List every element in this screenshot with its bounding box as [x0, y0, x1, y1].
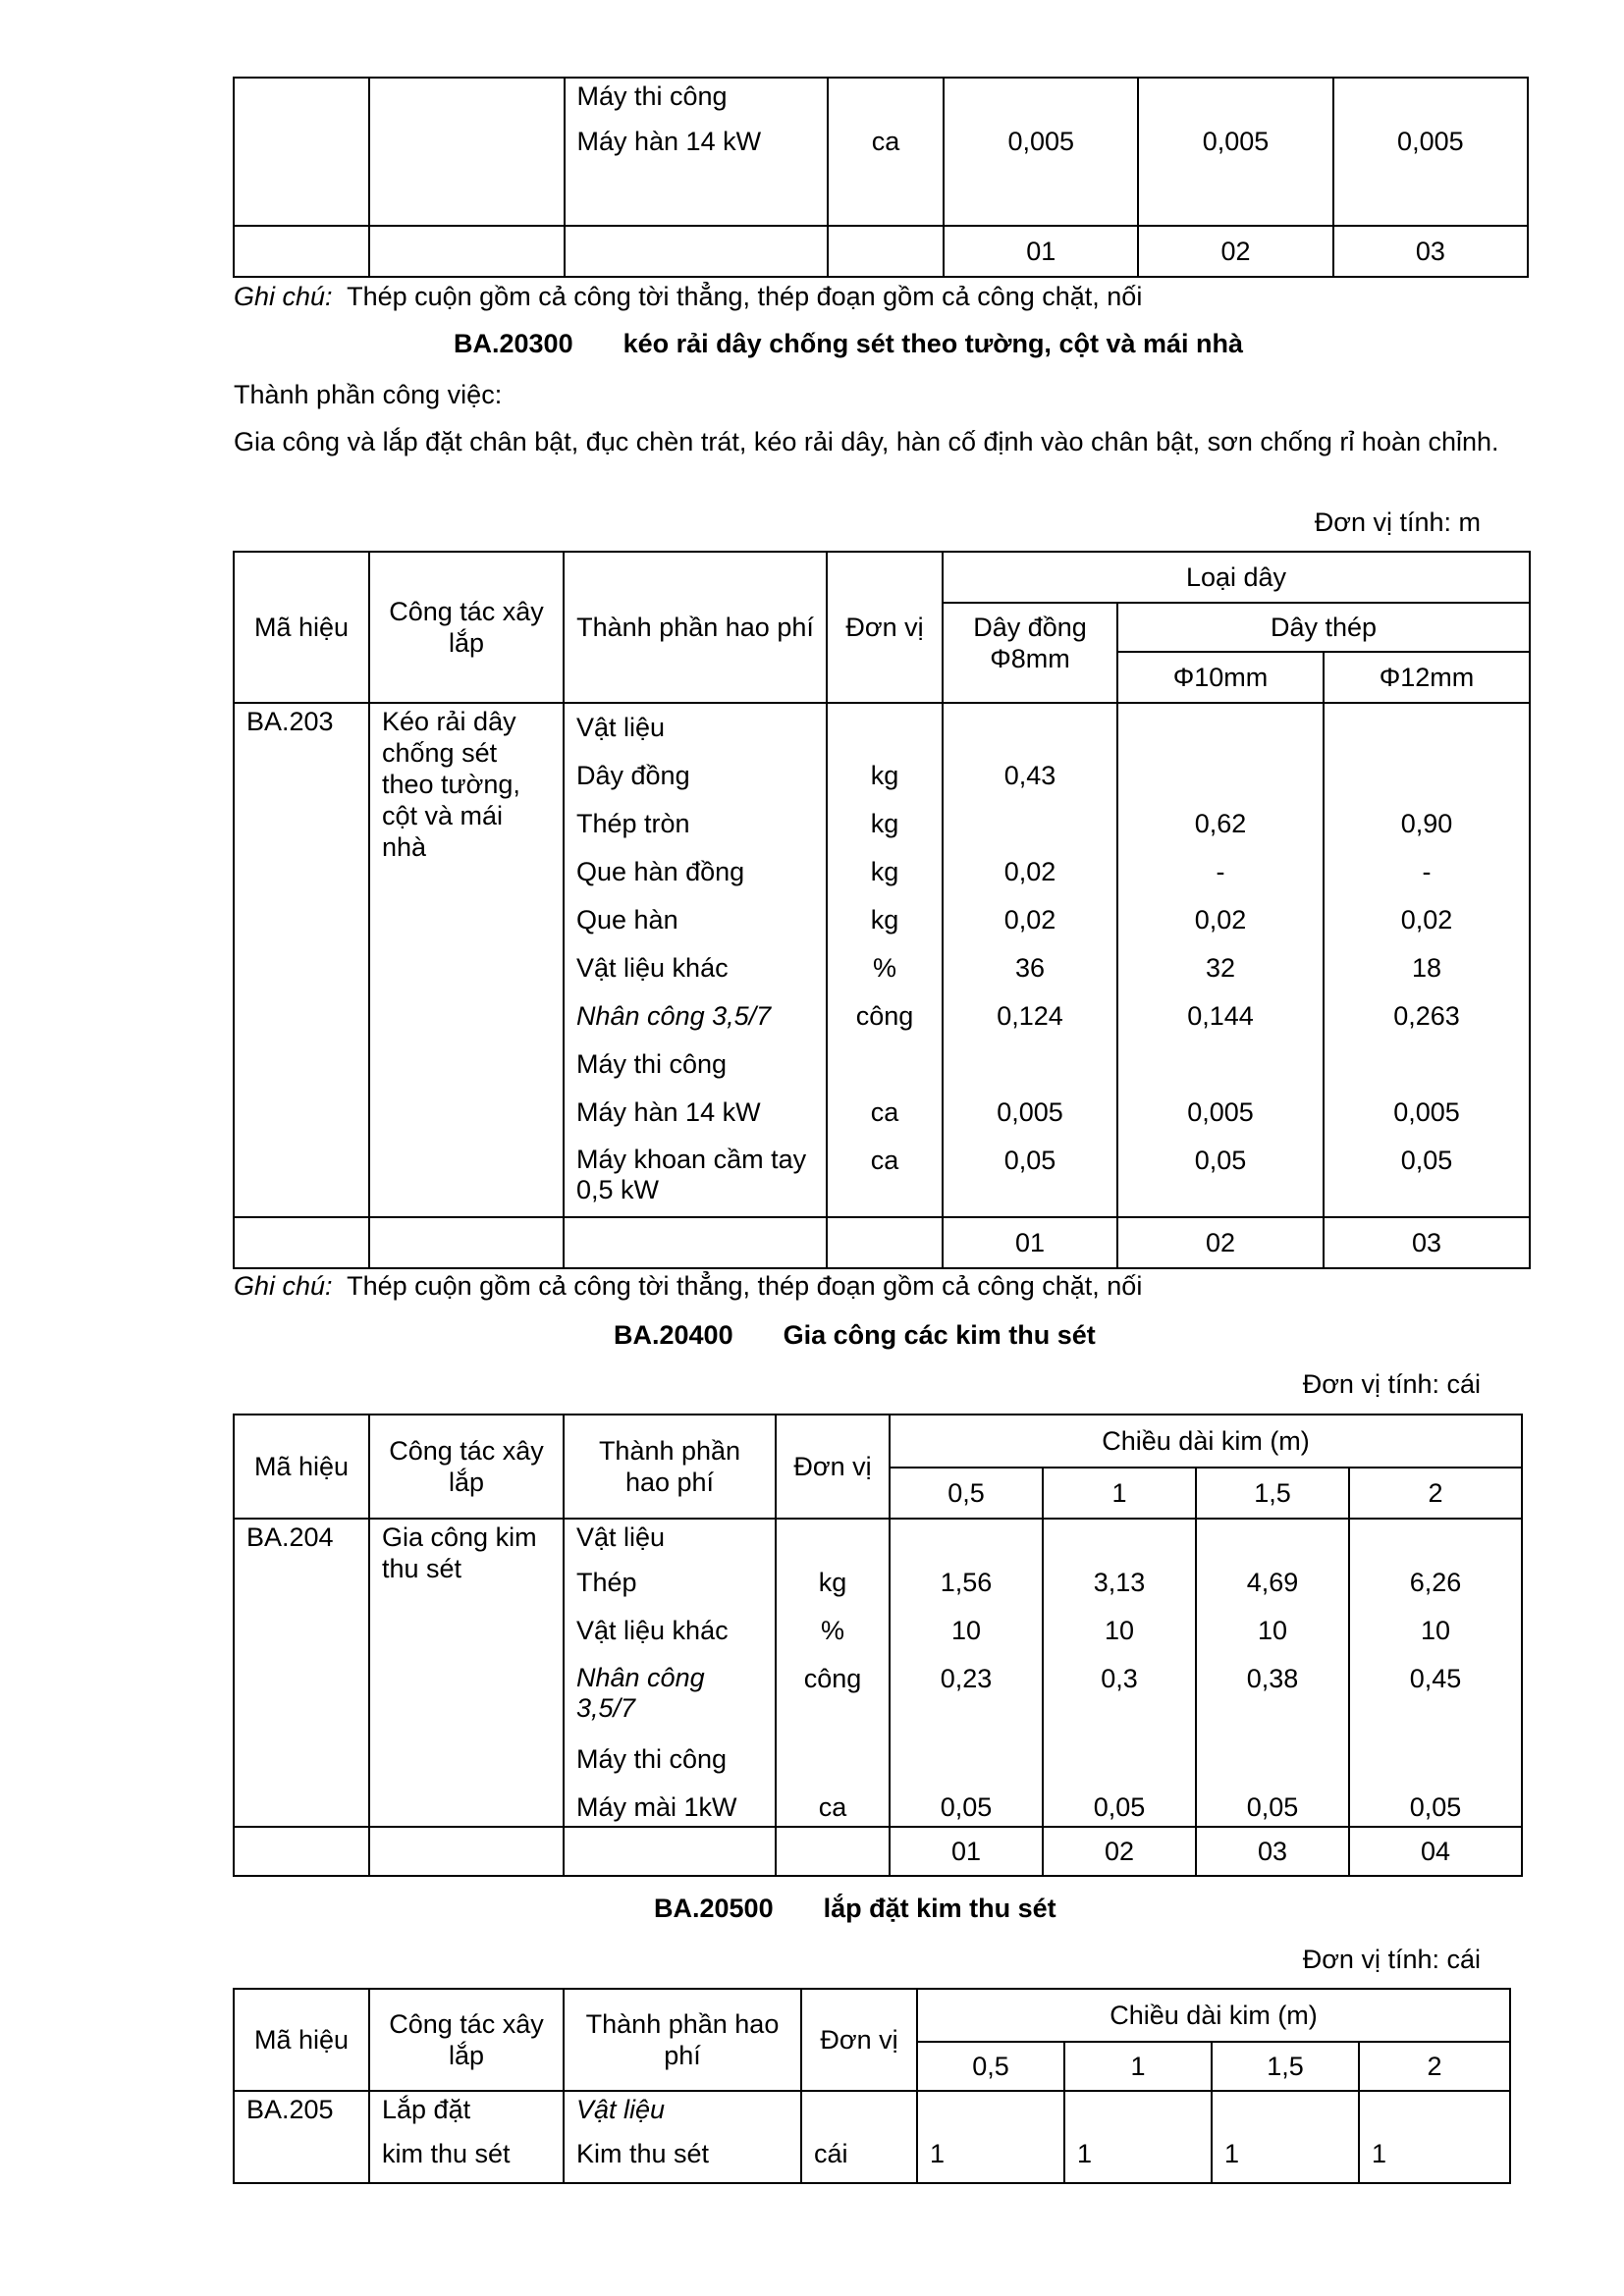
value-cell: 10 — [1349, 1615, 1522, 1663]
section-code: BA.20400 — [614, 1320, 733, 1350]
value-cell: 0,05 — [890, 1791, 1043, 1827]
value-cell — [1043, 1519, 1196, 1567]
unit-cell: kg — [776, 1567, 890, 1615]
item-work: kim thu sét — [369, 2138, 564, 2183]
value-cell — [890, 1743, 1043, 1791]
section-title — [454, 328, 1243, 359]
column-number: 01 — [890, 1827, 1043, 1876]
component-cell: Máy thi công — [564, 1048, 827, 1096]
value-cell: 6,26 — [1349, 1567, 1522, 1615]
continuation-table — [233, 77, 1529, 278]
header-d10: Φ10mm — [1117, 652, 1324, 703]
value-cell — [943, 712, 1117, 760]
header-col: 2 — [1349, 1468, 1522, 1519]
header-work: Công tác xây lắp — [369, 1415, 564, 1519]
unit-label: Đơn vị tính: m — [1314, 507, 1481, 537]
column-number: 02 — [1043, 1827, 1196, 1876]
column-number: 04 — [1349, 1827, 1522, 1876]
section-title — [614, 1319, 1096, 1351]
unit-cell: ca — [776, 1791, 890, 1827]
value-cell: 1,56 — [890, 1567, 1043, 1615]
unit-cell: kg — [827, 904, 943, 952]
header-col: 1,5 — [1212, 2042, 1359, 2091]
header-unit: Đơn vị — [827, 552, 943, 703]
section-code: BA.20300 — [454, 329, 573, 358]
value-cell: 0,05 — [1196, 1791, 1349, 1827]
value-cell — [1043, 1743, 1196, 1791]
note-text: Thép cuộn gồm cả công tời thẳng, thép đoạn gồm cả công chặt, nối — [347, 1271, 1143, 1301]
table-footer-row — [234, 226, 1528, 277]
header-col: 2 — [1359, 2042, 1510, 2091]
norm-table-ba205 — [233, 1988, 1511, 2184]
unit-cell — [776, 1743, 890, 1791]
value-cell: 10 — [1043, 1615, 1196, 1663]
value-cell — [1117, 760, 1324, 808]
unit-cell: % — [776, 1615, 890, 1663]
header-unit: Đơn vị — [801, 1989, 917, 2091]
item-work: Kéo rải dây chống sét theo tường, cột và mái nhà — [369, 703, 564, 1217]
value-cell — [1324, 760, 1530, 808]
value-cell — [1349, 1743, 1522, 1791]
value-cell — [1324, 712, 1530, 760]
header-col: 0,5 — [917, 2042, 1064, 2091]
unit-cell: kg — [827, 760, 943, 808]
value-cell — [1349, 1519, 1522, 1567]
value-cell: 0,45 — [1349, 1663, 1522, 1743]
value-cell: 1 — [1359, 2138, 1510, 2183]
section-name: kéo rải dây chống sét theo tường, cột và mái nhà — [623, 329, 1244, 358]
header-group: Chiều dài kim (m) — [890, 1415, 1522, 1468]
component-cell: Thép tròn — [564, 808, 827, 856]
component-cell: Nhân công 3,5/7 — [564, 1663, 776, 1743]
unit-label: Đơn vị tính: cái — [1302, 1945, 1481, 1974]
value-cell: 0,62 — [1117, 808, 1324, 856]
unit-cell: ca — [827, 1096, 943, 1145]
value-cell: 0,05 — [1117, 1145, 1324, 1213]
value-cell: 3,13 — [1043, 1567, 1196, 1615]
header-component: Thành phần hao phí — [564, 552, 827, 703]
value-cell: 0,90 — [1324, 808, 1530, 856]
item-code: BA.204 — [234, 1519, 369, 1827]
table-row — [234, 2138, 1510, 2183]
value-cell: 0,38 — [1196, 1663, 1349, 1743]
component-cell: Vật liệu — [564, 1519, 776, 1567]
component-cell: Máy khoan cầm tay 0,5 kW — [564, 1145, 827, 1213]
value-cell: 0,005 — [1117, 1096, 1324, 1145]
header-code: Mã hiệu — [234, 1415, 369, 1519]
column-number: 03 — [1324, 1217, 1530, 1268]
unit-cell: kg — [827, 808, 943, 856]
value-cell: 32 — [1117, 952, 1324, 1000]
value-cell: 0,263 — [1324, 1000, 1530, 1048]
header-col: 1 — [1064, 2042, 1212, 2091]
note — [234, 1270, 1142, 1302]
work-description: Gia công và lắp đặt chân bật, đục chèn trát, kéo rải dây, hàn cố định vào chân bật, sơn chống rỉ hoàn chỉnh. — [234, 427, 1499, 456]
unit-cell: công — [776, 1663, 890, 1743]
section-title — [654, 1893, 1056, 1924]
header-copper: Dây đồng Φ8mm — [943, 603, 1117, 703]
section-code: BA.20500 — [654, 1894, 774, 1923]
component-cell: Vật liệu khác — [564, 1615, 776, 1663]
value-cell: 10 — [890, 1615, 1043, 1663]
header-col: 0,5 — [890, 1468, 1043, 1519]
header-work: Công tác xây lắp — [369, 552, 564, 703]
component-cell: Que hàn đồng — [564, 856, 827, 904]
value-cell — [1212, 2091, 1359, 2138]
value-cell: 0,23 — [890, 1663, 1043, 1743]
norm-table-ba204 — [233, 1414, 1523, 1877]
header-component: Thành phần hao phí — [564, 1415, 776, 1519]
column-number: 03 — [1196, 1827, 1349, 1876]
component-cell: Thép — [564, 1567, 776, 1615]
unit-cell — [827, 712, 943, 760]
unit-cell: công — [827, 1000, 943, 1048]
item-work: Lắp đặt — [369, 2091, 564, 2138]
value-cell — [917, 2091, 1064, 2138]
component-cell: Máy mài 1kW — [564, 1791, 776, 1827]
header-d12: Φ12mm — [1324, 652, 1530, 703]
table-footer-row — [234, 1827, 1522, 1876]
value-cell — [943, 1048, 1117, 1096]
item-code: BA.203 — [234, 703, 369, 1217]
value-cell — [890, 1519, 1043, 1567]
note — [234, 281, 1142, 312]
value-cell — [943, 808, 1117, 856]
component-cell: Dây đồng — [564, 760, 827, 808]
header-code: Mã hiệu — [234, 552, 369, 703]
note-label: Ghi chú: — [234, 1271, 333, 1301]
value-cell: 18 — [1324, 952, 1530, 1000]
column-number: 02 — [1117, 1217, 1324, 1268]
value-cell: 10 — [1196, 1615, 1349, 1663]
value-cell: 0,05 — [943, 1145, 1117, 1213]
value-cell: 0,144 — [1117, 1000, 1324, 1048]
value-cell: 0,05 — [1349, 1791, 1522, 1827]
value-cell — [1117, 1048, 1324, 1096]
unit-cell — [776, 1519, 890, 1567]
table-footer-row — [234, 1217, 1530, 1268]
unit-cell: ca — [828, 112, 944, 226]
value-cell: 36 — [943, 952, 1117, 1000]
note-label: Ghi chú: — [234, 282, 333, 311]
value-cell: 0,02 — [943, 856, 1117, 904]
value-cell: - — [1324, 856, 1530, 904]
value-cell: - — [1117, 856, 1324, 904]
table-row — [234, 1519, 1522, 1567]
item-code: BA.205 — [234, 2091, 369, 2138]
value-cell: 1 — [1064, 2138, 1212, 2183]
table-row — [234, 78, 1528, 112]
note-text: Thép cuộn gồm cả công tời thẳng, thép đoạn gồm cả công chặt, nối — [347, 282, 1143, 311]
work-label: Thành phần công việc: — [234, 380, 503, 409]
header-col: 1,5 — [1196, 1468, 1349, 1519]
header-steel: Dây thép — [1117, 603, 1530, 652]
value-cell: 0,005 — [1333, 112, 1528, 226]
value-cell: 4,69 — [1196, 1567, 1349, 1615]
column-number: 03 — [1333, 226, 1528, 277]
value-cell: 0,02 — [943, 904, 1117, 952]
header-group: Chiều dài kim (m) — [917, 1989, 1510, 2042]
value-cell: 0,43 — [943, 760, 1117, 808]
value-cell — [1359, 2091, 1510, 2138]
value-cell — [1064, 2091, 1212, 2138]
header-work: Công tác xây lắp — [369, 1989, 564, 2091]
value-cell — [1324, 1048, 1530, 1096]
table-row — [234, 2091, 1510, 2138]
value-cell: 0,02 — [1117, 904, 1324, 952]
value-cell: 0,02 — [1324, 904, 1530, 952]
value-cell: 0,05 — [1324, 1145, 1530, 1213]
unit-cell: kg — [827, 856, 943, 904]
header-code: Mã hiệu — [234, 1989, 369, 2091]
component-cell: Máy thi công — [564, 1743, 776, 1791]
header-group: Loại dây — [943, 552, 1530, 603]
header-component: Thành phần hao phí — [564, 1989, 801, 2091]
component-cell: Vật liệu — [564, 712, 827, 760]
component-cell: Kim thu sét — [564, 2138, 801, 2183]
value-cell: 0,005 — [944, 112, 1138, 226]
column-number: 01 — [944, 226, 1138, 277]
component-cell: Máy hàn 14 kW — [565, 112, 828, 226]
unit-cell — [801, 2091, 917, 2138]
header-unit: Đơn vị — [776, 1415, 890, 1519]
column-number: 01 — [943, 1217, 1117, 1268]
section-name: lắp đặt kim thu sét — [823, 1894, 1056, 1923]
component-cell: Máy thi công — [565, 78, 828, 112]
value-cell: 0,005 — [1324, 1096, 1530, 1145]
unit-label: Đơn vị tính: cái — [1302, 1369, 1481, 1399]
norm-table-ba203 — [233, 551, 1531, 1269]
value-cell — [1196, 1519, 1349, 1567]
section-name: Gia công các kim thu sét — [783, 1320, 1096, 1350]
value-cell — [1117, 712, 1324, 760]
component-cell: Nhân công 3,5/7 — [564, 1000, 827, 1048]
value-cell: 0,005 — [1138, 112, 1332, 226]
header-col: 1 — [1043, 1468, 1196, 1519]
value-cell: 0,05 — [1043, 1791, 1196, 1827]
component-cell: Vật liệu khác — [564, 952, 827, 1000]
item-work: Gia công kim thu sét — [369, 1519, 564, 1827]
value-cell — [1196, 1743, 1349, 1791]
value-cell: 1 — [1212, 2138, 1359, 2183]
table-row — [234, 112, 1528, 226]
component-cell: Máy hàn 14 kW — [564, 1096, 827, 1145]
value-cell: 1 — [917, 2138, 1064, 2183]
unit-cell: ca — [827, 1145, 943, 1213]
component-cell: Que hàn — [564, 904, 827, 952]
unit-cell — [827, 1048, 943, 1096]
unit-cell: % — [827, 952, 943, 1000]
value-cell: 0,005 — [943, 1096, 1117, 1145]
unit-cell: cái — [801, 2138, 917, 2183]
value-cell: 0,124 — [943, 1000, 1117, 1048]
value-cell: 0,3 — [1043, 1663, 1196, 1743]
component-cell: Vật liệu — [564, 2091, 801, 2138]
column-number: 02 — [1138, 226, 1332, 277]
